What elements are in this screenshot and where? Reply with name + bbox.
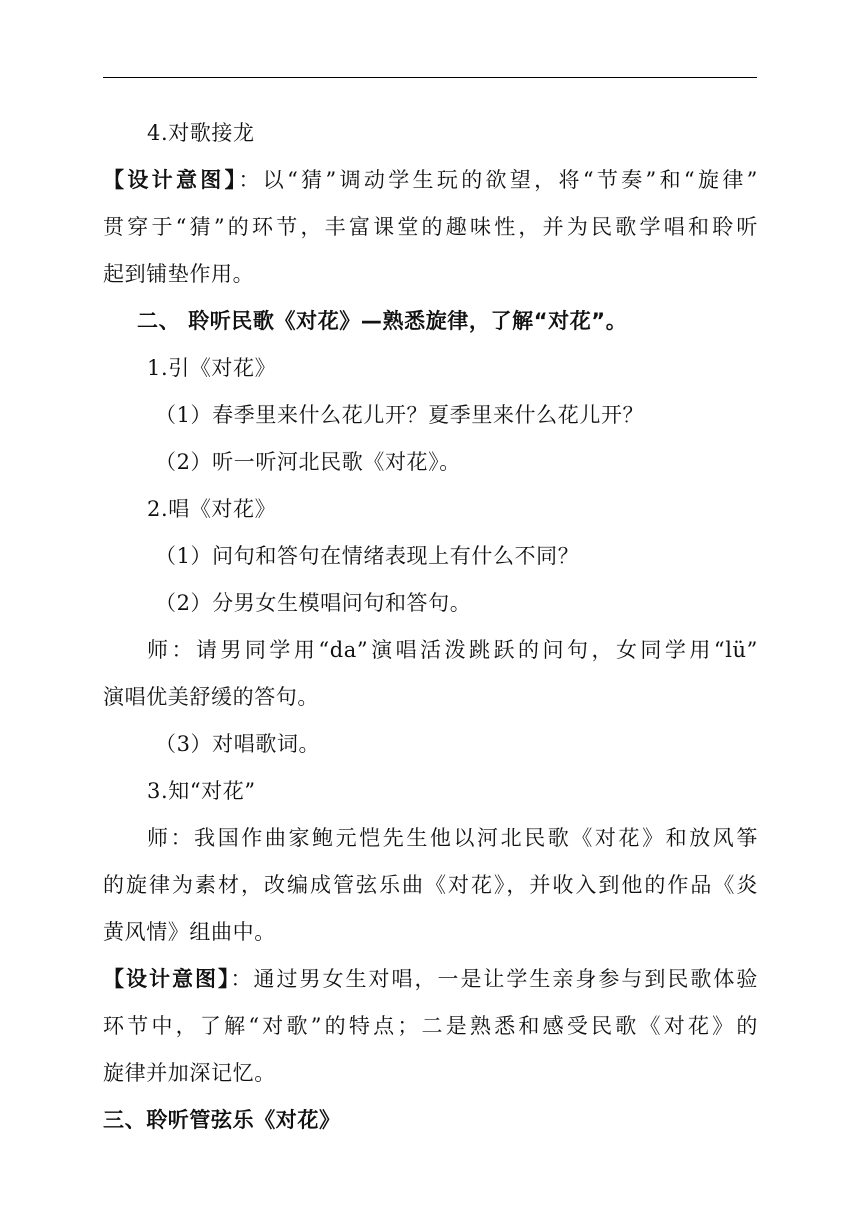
design-intent-2-line-3: [103, 1050, 758, 1097]
design-intent-2-line-1: [103, 956, 758, 1003]
teacher-note-1-line-1: [103, 627, 758, 674]
question-2: [103, 439, 758, 486]
step-4-text: 4.对歌接龙: [147, 121, 255, 145]
step-2-heading: [103, 486, 758, 533]
design-intent-1-line-1: [103, 157, 758, 204]
teacher-note-2-line-2: [103, 862, 758, 909]
design-intent-2-text-2: 环节中，了解“对歌”的特点；二是熟悉和感受民歌《对花》的: [103, 1014, 758, 1038]
design-intent-1-text-2: 贯穿于“猜”的环节，丰富课堂的趣味性，并为民歌学唱和聆听: [103, 215, 758, 239]
design-intent-1-line-3: [103, 251, 758, 298]
question-2-text: （2）听一听河北民歌《对花》。: [155, 450, 461, 474]
design-intent-2-line-2: [103, 1003, 758, 1050]
question-1: [103, 392, 758, 439]
design-intent-1-text: ：以“猜”调动学生玩的欲望，将“节奏”和“旋律”: [238, 168, 758, 192]
teacher-note-2-text-2: 的旋律为素材，改编成管弦乐曲《对花》，并收入到他的作品《炎: [103, 873, 758, 897]
section-3-title: 三、聆听管弦乐《对花》: [103, 1108, 341, 1132]
design-intent-label-2: 【设计意图】: [103, 967, 231, 991]
teacher-note-1-line-2: [103, 674, 758, 721]
teacher-note-2-line-1: [103, 815, 758, 862]
section-3-heading: [103, 1097, 758, 1144]
step-1-text: 1.引《对花》: [147, 356, 277, 380]
document-body: [103, 110, 758, 1144]
sing-item-2-text: （2）分男女生模唱问句和答句。: [155, 591, 472, 615]
sing-item-3: [103, 721, 758, 768]
design-intent-1-text-3: 起到铺垫作用。: [103, 262, 255, 286]
step-4-heading: [103, 110, 758, 157]
teacher-note-1-text-2: 演唱优美舒缓的答句。: [103, 685, 319, 709]
teacher-note-2-text-3: 黄风情》组曲中。: [103, 920, 276, 944]
teacher-note-2-text: 师：我国作曲家鲍元恺先生他以河北民歌《对花》和放风筝: [147, 826, 758, 850]
sing-item-1-text: （1）问句和答句在情绪表现上有什么不同？: [155, 544, 580, 568]
teacher-note-2-line-3: [103, 909, 758, 956]
section-2-title: 二、 聆听民歌《对花》—熟悉旋律，了解“对花”。: [137, 309, 628, 333]
design-intent-label: 【设计意图】: [103, 168, 239, 192]
teacher-note-1-text: 师：请男同学用“da”演唱活泼跳跃的问句，女同学用“lü”: [147, 638, 758, 662]
design-intent-1-line-2: [103, 204, 758, 251]
design-intent-2-text: ：通过男女生对唱，一是让学生亲身参与到民歌体验: [230, 967, 758, 991]
question-1-text: （1）春季里来什么花儿开？夏季里来什么花儿开？: [155, 403, 645, 427]
step-2-text: 2.唱《对花》: [147, 497, 277, 521]
sing-item-3-text: （3）对唱歌词。: [155, 732, 321, 756]
step-3-heading: [103, 768, 758, 815]
sing-item-2: [103, 580, 758, 627]
step-3-text: 3.知“对花”: [147, 779, 256, 803]
header-rule: [103, 77, 757, 78]
section-2-heading: [103, 298, 758, 345]
step-1-heading: [103, 345, 758, 392]
sing-item-1: [103, 533, 758, 580]
design-intent-2-text-3: 旋律并加深记忆。: [103, 1061, 276, 1085]
